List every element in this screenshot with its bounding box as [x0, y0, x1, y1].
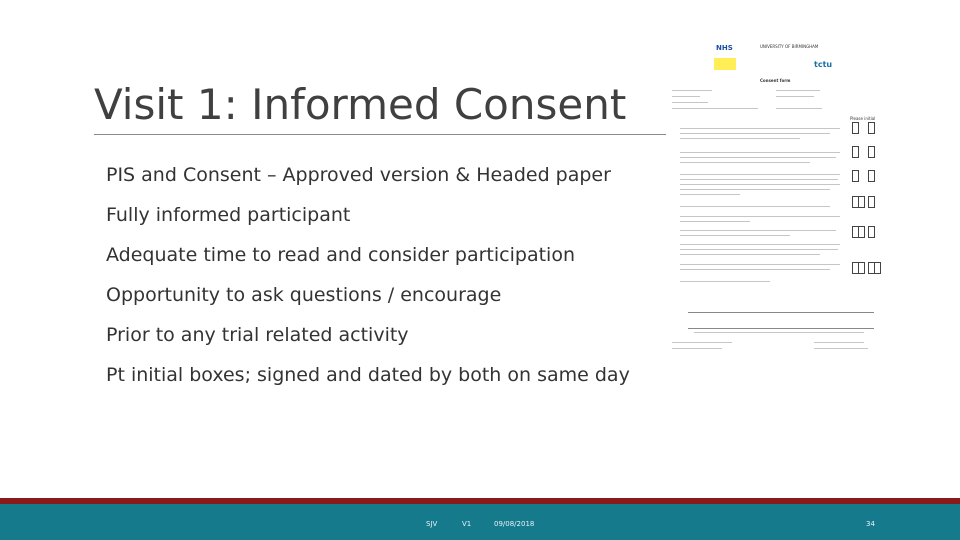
form-line: [814, 348, 868, 349]
initial-box: [868, 226, 875, 238]
footer-date: 09/08/2018: [494, 520, 535, 528]
form-line: [680, 179, 838, 180]
initial-box: [852, 122, 859, 134]
bullet-item: Fully informed participant: [106, 204, 351, 226]
footer-bar: [0, 504, 960, 540]
form-line: [776, 96, 814, 97]
bullet-item: PIS and Consent – Approved version & Headed paper: [106, 164, 611, 186]
footer-version: V1: [462, 520, 472, 528]
form-line: [680, 128, 840, 129]
form-line: [680, 216, 840, 217]
form-line: [680, 157, 836, 158]
bullet-item: Pt initial boxes; signed and dated by both on same day: [106, 364, 630, 386]
form-line: [672, 96, 700, 97]
form-line: [814, 342, 864, 343]
initial-box: [852, 146, 859, 158]
form-line: [680, 194, 740, 195]
form-line: [680, 269, 830, 270]
university-logo: UNIVERSITY OF BIRMINGHAM: [760, 44, 819, 49]
highlight-block: [714, 58, 736, 70]
form-line: [776, 108, 822, 109]
form-line: [672, 102, 708, 103]
signature-line: [688, 312, 874, 313]
form-line: [680, 221, 750, 222]
form-line: [680, 254, 820, 255]
form-line: [680, 206, 830, 207]
initial-box: [868, 170, 875, 182]
tctu-logo: tctu: [814, 60, 833, 69]
initial-box: [852, 170, 859, 182]
initial-box: [868, 122, 875, 134]
form-line: [680, 264, 840, 265]
form-line: [680, 249, 838, 250]
form-line: [776, 90, 820, 91]
slide-number: 34: [866, 520, 875, 528]
signature-line: [688, 328, 874, 329]
initial-box: [858, 262, 865, 274]
form-line: [672, 108, 758, 109]
form-line: [672, 90, 712, 91]
form-line: [680, 230, 836, 231]
slide-title: Visit 1: Informed Consent: [94, 80, 627, 129]
initial-box: [858, 196, 865, 208]
initial-label: Please initial: [850, 116, 876, 121]
nhs-logo: NHS: [716, 44, 733, 52]
form-line: [680, 133, 830, 134]
initial-box: [868, 146, 875, 158]
form-line: [672, 342, 732, 343]
form-line: [680, 174, 840, 175]
form-heading: Consent form: [760, 78, 791, 83]
bullet-item: Opportunity to ask questions / encourage: [106, 284, 502, 306]
consent-form-thumbnail: [668, 36, 880, 360]
form-line: [680, 244, 840, 245]
form-line: [680, 138, 800, 139]
form-line: [680, 162, 810, 163]
bullet-item: Prior to any trial related activity: [106, 324, 409, 346]
initial-box: [858, 226, 865, 238]
form-line: [672, 348, 722, 349]
form-line: [680, 235, 790, 236]
initial-box: [874, 262, 881, 274]
form-line: [680, 281, 770, 282]
title-underline: [94, 134, 666, 135]
bullet-list: [106, 160, 630, 400]
initial-box: [868, 196, 875, 208]
form-line: [680, 184, 840, 185]
form-line: [680, 152, 840, 153]
form-line: [680, 189, 830, 190]
footer-author: SJV: [426, 520, 438, 528]
bullet-item: Adequate time to read and consider participation: [106, 244, 575, 266]
form-line: [694, 332, 864, 333]
